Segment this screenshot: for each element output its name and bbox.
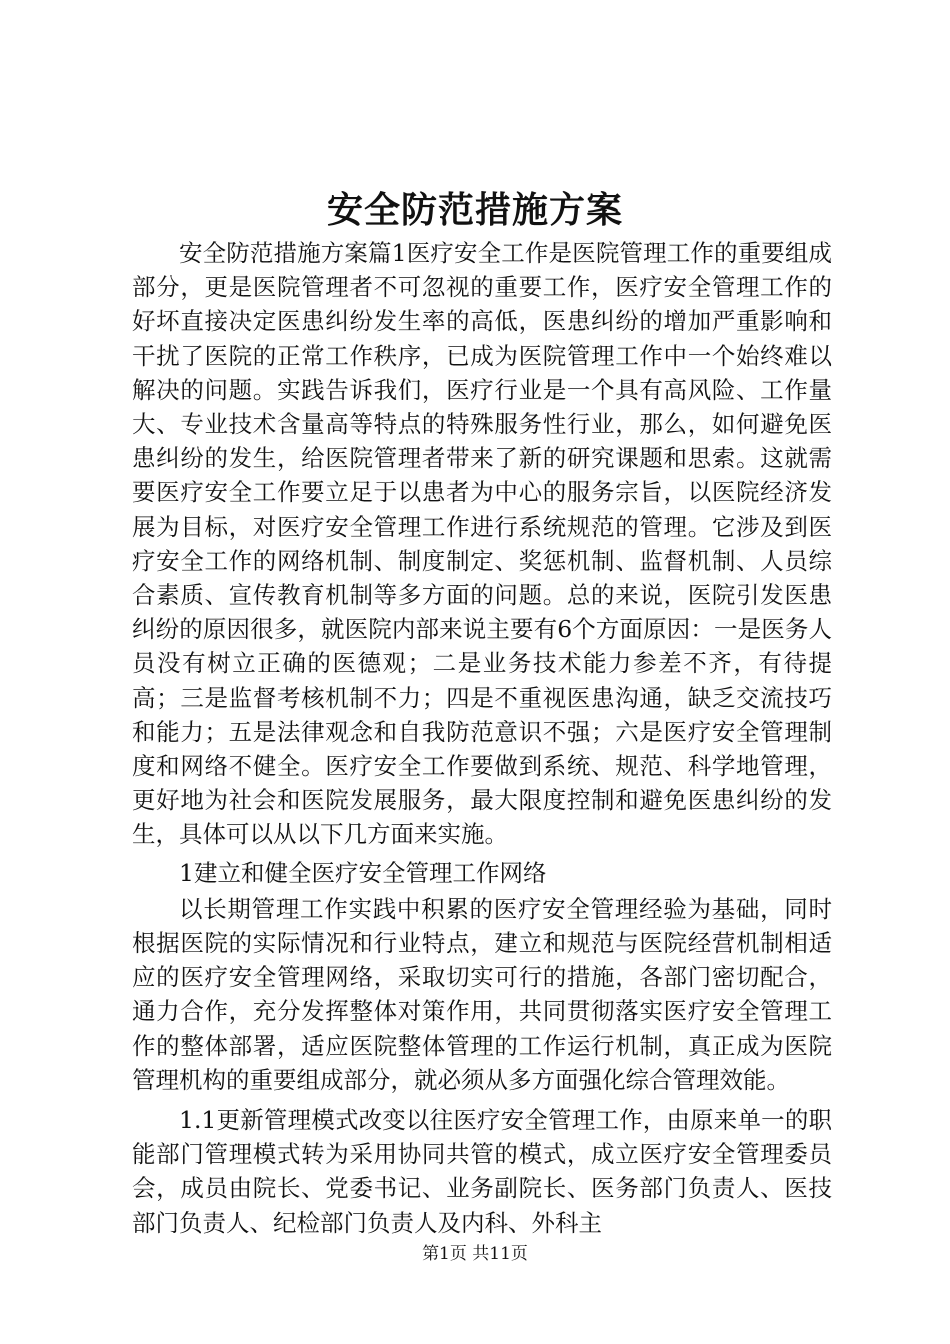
- paragraph-management-model: 1.1更新管理模式改变以往医疗安全管理工作，由原来单一的职能部门管理模式转为采用协同共管的模式，成立医疗安全管理委员会，成员由院长、党委书记、业务副院长、医务部门负责人、医技部门负责人、纪检部门负责人及内科、外科主: [132, 1106, 832, 1237]
- section-heading: 1建立和健全医疗安全管理工作网络: [179, 858, 547, 887]
- document-body: [132, 236, 832, 1240]
- paragraph-intro: 安全防范措施方案篇1医疗安全工作是医院管理工作的重要组成部分，更是医院管理者不可忽视的重要工作，医疗安全管理工作的好坏直接决定医患纠纷发生率的高低，医患纠纷的增加严重影响和干扰了医院的正常工作秩序，已成为医院管理工作中一个始终难以解决的问题。实践告诉我们，医疗行业是一个具有高风险、工作量大、专业技术含量高等特点的特殊服务性行业，那么，如何避免医患纠纷的发生，给医院管理者带来了新的研究课题和思索。这就需要医疗安全工作要立足于以患者为中心的服务宗旨，以医院经济发展为目标，对医疗安全管理工作进行系统规范的管理。它涉及到医疗安全工作的网络机制、制度制定、奖惩机制、监督机制、人员综合素质、宣传教育机制等多方面的问题。总的来说，医院引发医患纠纷的原因很多，就医院内部来说主要有6个方面原因：一是医务人员没有树立正确的医德观；二是业务技术能力参差不齐，有待提高；三是监督考核机制不力；四是不重视医患沟通，缺乏交流技巧和能力；五是法律观念和自我防范意识不强；六是医疗安全管理制度和网络不健全。医疗安全工作要做到系统、规范、科学地管理，更好地为社会和医院发展服务，最大限度控制和避免医患纠纷的发生，具体可以从以下几方面来实施。: [132, 239, 832, 849]
- document-title: 安全防范措施方案: [326, 189, 623, 231]
- page-number-footer: 第1页 共11页: [422, 1244, 528, 1264]
- paragraph-network: 以长期管理工作实践中积累的医疗安全管理经验为基础，同时根据医院的实际情况和行业特点，建立和规范与医院经营机制相适应的医疗安全管理网络，采取切实可行的措施，各部门密切配合，通力合作，充分发挥整体对策作用，共同贯彻落实医疗安全管理工作的整体部署，适应医院整体管理的工作运行机制，真正成为医院管理机构的重要组成部分，就必须从多方面强化综合管理效能。: [132, 894, 832, 1094]
